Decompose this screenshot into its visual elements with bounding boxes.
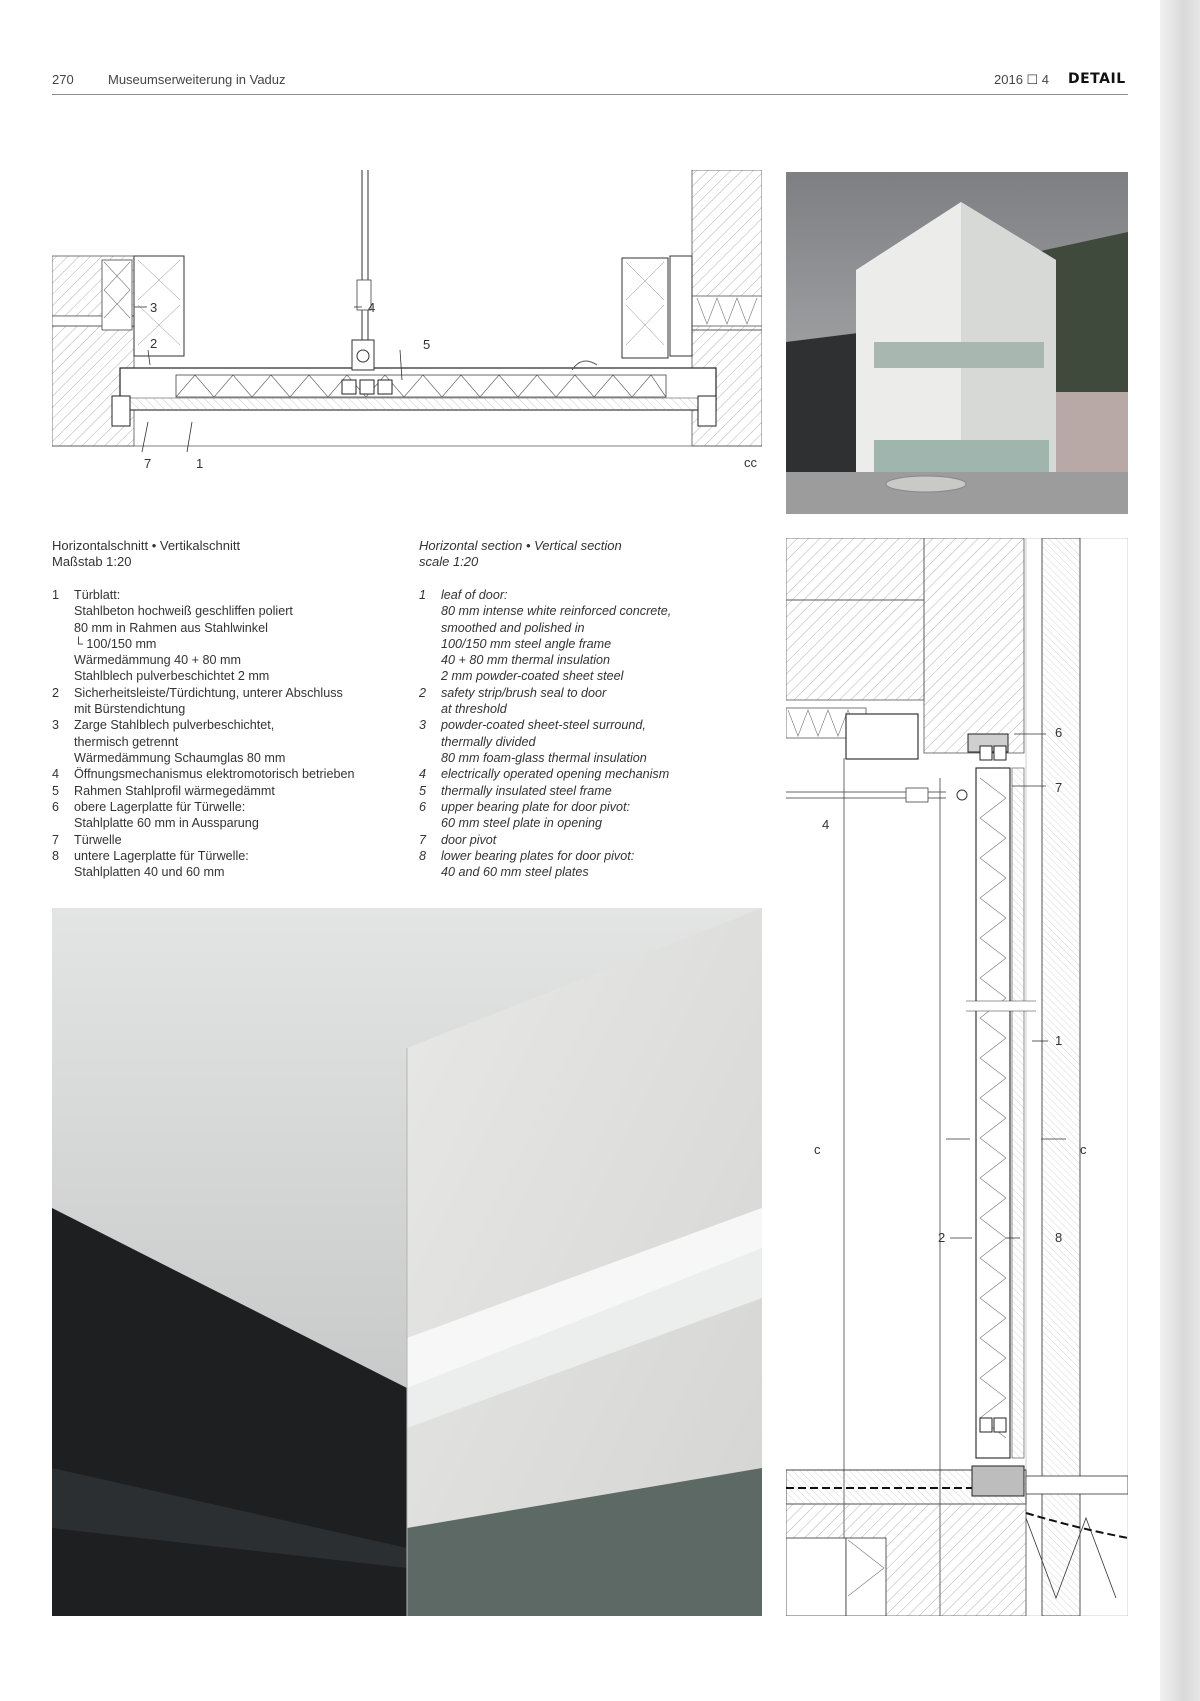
drawing-label-3: 3: [150, 300, 158, 315]
drawing-label-1b: 1: [1055, 1033, 1063, 1048]
drawing-label-7b: 7: [1055, 780, 1063, 795]
horizontal-section-drawing: [52, 170, 762, 480]
legend-de: 1 Türblatt: Stahlbeton hochweiß geschliffen poliert 80 mm in Rahmen aus Stahlwinkel └ 100/150 mm Wärmedämmung 40 + 80 mm Stahlblech pulverbeschichtet 2 mm 2 Sicherheitsleiste/Türdichtung, unterer Abschluss mit Bürstendichtung 3 Zarge Stahlblech pulverbeschichtet, thermisch getrennt Wärmedämmung Schaumglas 80 mm 4 Öffnungsmechanismus elektromotorisch betrieben 5 Rahmen Stahlprofil wärmegedämmt 6 obere Lagerplatte für Türwelle: Stahlplatte 60 mm in Aussparung 7 Türwelle 8 untere Lagerplatte für Türwelle: Stahlplatten 40 und 60 mm: [52, 588, 355, 880]
section-mark-c-right: c: [1080, 1142, 1087, 1157]
caption-de-scale: Maßstab 1:20: [52, 554, 132, 569]
page-number: 270: [52, 72, 74, 87]
drawing-label-2: 2: [150, 336, 158, 351]
drawing-label-2b: 2: [938, 1230, 946, 1245]
section-mark-c-left: c: [814, 1142, 821, 1157]
caption-en-title: Horizontal section • Vertical section: [419, 538, 622, 553]
drawing-label-4: 4: [368, 300, 376, 315]
drawing-label-7: 7: [144, 456, 152, 471]
section-tag-cc: cc: [744, 455, 757, 470]
caption-en-scale: scale 1:20: [419, 554, 479, 569]
legend-en: 1 leaf of door: 80 mm intense white reinforced concrete, smoothed and polished in 100/150 mm steel angle frame 40 + 80 mm thermal insulation 2 mm powder-coated sheet steel 2 safety strip/brush seal to door at threshold 3 powder-coated sheet-steel surround, thermally divided 80 mm foam-glass thermal insulation 4 electrically operated opening mechanism 5 thermally insulated steel frame 6 upper bearing plate for door pivot: 60 mm steel plate in opening 7 door pivot 8 lower bearing plates for door pivot: 40 and 60 mm steel plates: [419, 588, 672, 880]
vertical-section-drawing: [786, 538, 1128, 1616]
museum-courtyard-photo: [52, 908, 762, 1616]
magazine-logo: DETAIL: [1068, 71, 1126, 87]
page-edge-shadow: [1160, 0, 1200, 1701]
drawing-label-4b: 4: [822, 817, 830, 832]
issue-label: 2016 ☐ 4: [994, 72, 1050, 87]
drawing-label-5: 5: [423, 337, 431, 352]
drawing-label-8: 8: [1055, 1230, 1063, 1245]
drawing-label-6: 6: [1055, 725, 1063, 740]
drawing-label-1: 1: [196, 456, 204, 471]
caption-de-title: Horizontalschnitt • Vertikalschnitt: [52, 538, 241, 553]
museum-exterior-photo: [786, 172, 1128, 514]
header-rule: [52, 94, 1128, 95]
article-title: Museumserweiterung in Vaduz: [108, 72, 286, 87]
